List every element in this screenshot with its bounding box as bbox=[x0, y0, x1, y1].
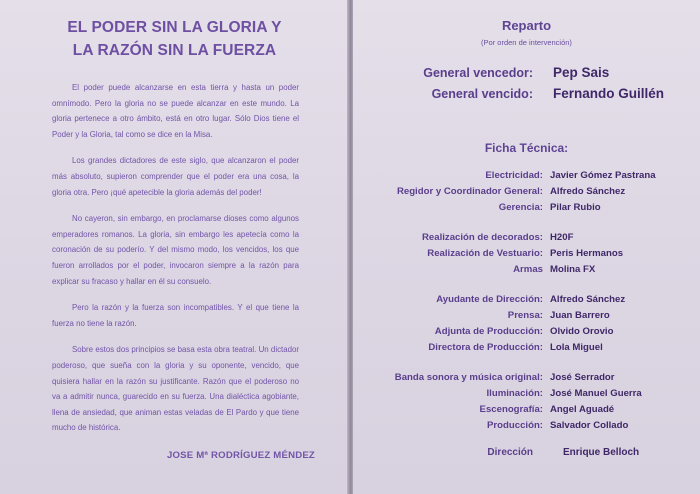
crew-role: Directora de Producción: bbox=[428, 342, 543, 353]
essay-author: JOSE Mª RODRÍGUEZ MÉNDEZ bbox=[166, 450, 315, 461]
cast-role: General vencedor: bbox=[423, 66, 533, 80]
crew-role: Electricidad: bbox=[485, 170, 543, 181]
crew-role: Realización de decorados: bbox=[421, 232, 543, 243]
direccion-role: Dirección bbox=[487, 447, 533, 458]
crew-role: Producción: bbox=[487, 420, 543, 431]
essay-body bbox=[52, 80, 299, 447]
crew-role: Escenografía: bbox=[479, 404, 543, 415]
crew-role: Adjunta de Producción: bbox=[434, 326, 543, 337]
crew-name: Molina FX bbox=[550, 264, 596, 275]
crew-row bbox=[353, 388, 700, 403]
crew-name: Salvador Collado bbox=[550, 420, 629, 431]
crew-row bbox=[353, 310, 700, 325]
crew-row bbox=[353, 264, 700, 279]
crew-row bbox=[353, 342, 700, 357]
crew-role: Iluminación: bbox=[486, 388, 543, 399]
essay-paragraph: Sobre estos dos principios se basa esta obra teatral. Un dictador poderoso, que sueña con la gloria y su oponente, vencido, que quisiera hallar en la razón su justificante. Razón que el poderoso no va a admitir nunca, guarecido en su fuerza. Una dialéctica agobiante, llena de ansiedad, que animan estas veladas de El Pardo y que tiene mucho de histórica. bbox=[52, 345, 299, 433]
essay-title-line-2: LA RAZÓN SIN LA FUERZA bbox=[72, 42, 277, 59]
right-page bbox=[353, 0, 700, 494]
crew-row bbox=[353, 326, 700, 341]
crew-role: Realización de Vestuario: bbox=[427, 248, 543, 259]
crew-name: José Serrador bbox=[550, 372, 615, 383]
crew-name: Peris Hermanos bbox=[550, 248, 624, 259]
crew-name: H20F bbox=[550, 232, 574, 243]
crew-row bbox=[353, 294, 700, 309]
cast-actor: Pep Sais bbox=[553, 65, 610, 80]
crew-name: Lola Miguel bbox=[550, 342, 603, 353]
left-page bbox=[0, 0, 349, 494]
crew-role: Ayudante de Dirección: bbox=[436, 294, 543, 305]
crew-name: Alfredo Sánchez bbox=[550, 294, 626, 305]
crew-name: Javier Gómez Pastrana bbox=[550, 170, 656, 181]
crew-name: Juan Barrero bbox=[550, 310, 610, 321]
crew-row bbox=[353, 404, 700, 419]
crew-row bbox=[353, 202, 700, 217]
crew-name: Alfredo Sánchez bbox=[550, 186, 626, 197]
crew-row bbox=[353, 170, 700, 185]
cast-row bbox=[353, 66, 700, 84]
ficha-tecnica-title: Ficha Técnica: bbox=[484, 141, 569, 155]
crew-role: Regidor y Coordinador General: bbox=[396, 186, 543, 197]
crew-name: Angel Aguadé bbox=[550, 404, 615, 415]
essay-paragraph: Pero la razón y la fuerza son incompatibles. Y el que tiene la fuerza no tiene la razón. bbox=[52, 303, 299, 328]
crew-row bbox=[353, 232, 700, 247]
direccion-row bbox=[353, 447, 700, 463]
cast-actor: Fernando Guillén bbox=[553, 86, 665, 101]
cast-role: General vencido: bbox=[431, 87, 533, 101]
crew-role: Gerencia: bbox=[498, 202, 543, 213]
cast-row bbox=[353, 87, 700, 105]
essay-paragraph: El poder puede alcanzarse en esta tierra y hasta un poder omnímodo. Pero la gloria no se puede alcanzar en este mundo. La gloria pertenece a otro ámbito, está en otro lugar. Sólo Dios tiene el Poder y la Gloria, tal como se dice en la Misa. bbox=[52, 83, 299, 139]
essay-paragraph: No cayeron, sin embargo, en proclamarse dioses como algunos emperadores romanos. La gloria, sin embargo les apetecía como la coronación de su poderío. Y del mismo modo, los vencidos, los que fueron arrollados por el poder, invocaron siempre a la razón para explicar su fracaso y hallar en él su consuelo. bbox=[52, 214, 299, 286]
crew-name: José Manuel Guerra bbox=[550, 388, 642, 399]
reparto-title: Reparto bbox=[501, 18, 552, 33]
crew-role: Banda sonora y música original: bbox=[394, 372, 543, 383]
crew-row bbox=[353, 186, 700, 201]
crew-name: Pilar Rubio bbox=[550, 202, 601, 213]
reparto-subtitle: (Por orden de intervención) bbox=[481, 38, 572, 47]
crew-role: Prensa: bbox=[507, 310, 543, 321]
crew-row bbox=[353, 420, 700, 435]
crew-row bbox=[353, 372, 700, 387]
essay-title bbox=[20, 16, 329, 62]
essay-title-line-1: EL PODER SIN LA GLORIA Y bbox=[67, 19, 282, 36]
crew-row bbox=[353, 248, 700, 263]
crew-name: Olvido Orovio bbox=[550, 326, 614, 337]
crew-role: Armas bbox=[513, 264, 543, 275]
essay-paragraph: Los grandes dictadores de este siglo, que alcanzaron el poder más absoluto, supieron comprender que el poder era una cosa, la gloria otra. Pero ¡qué apetecible la gloria además del poder! bbox=[52, 156, 299, 197]
direccion-name: Enrique Belloch bbox=[563, 447, 640, 458]
